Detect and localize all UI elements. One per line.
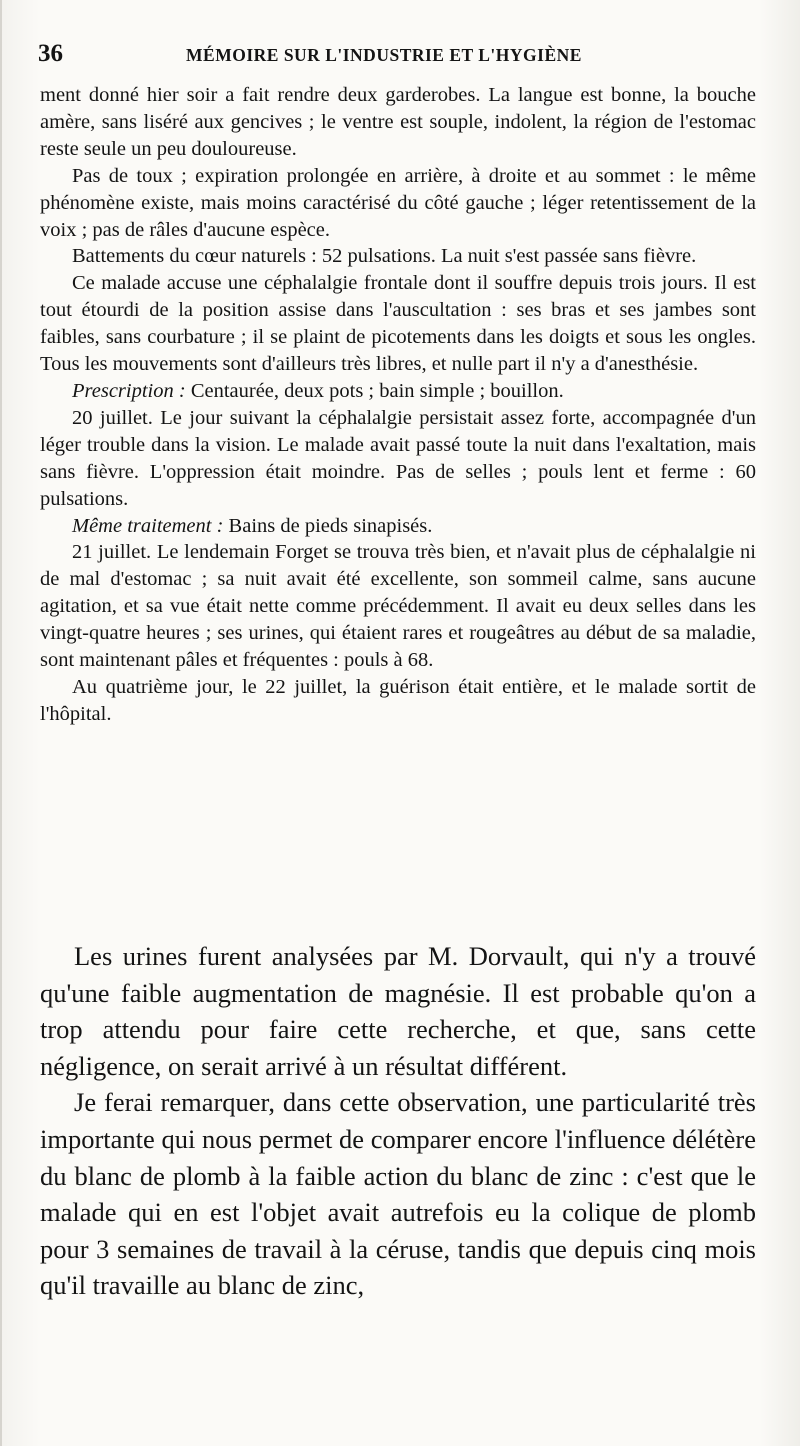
page-header (38, 40, 762, 70)
paragraph: Les urines furent analysées par M. Dorvault, qui n'y a trouvé qu'une faible augmentation de magnésie. Il est probable qu'on a trop attendu pour faire cette recherche, et que, sans cette négligence, on serait arrivé à un résultat différent. (40, 941, 756, 1081)
commentary (40, 938, 756, 1304)
page-edge-shadow (0, 0, 2, 1446)
paragraph: ment donné hier soir a fait rendre deux garderobes. La langue est bonne, la bouche amère, sans liséré aux gencives ; le ventre est souple, indolent, la région de l'estomac reste seule un peu douloureuse. (40, 84, 756, 160)
paragraph: Battements du cœur naturels : 52 pulsations. La nuit s'est passée sans fièvre. (72, 245, 697, 268)
prescription-paragraph: Prescription : Centaurée, deux pots ; bain simple ; bouillon. (72, 379, 564, 402)
treatment-label: Même traitement : (72, 514, 224, 537)
paragraph: Je ferai remarquer, dans cette observation, une particularité très importante qui nous permet de comparer encore l'influence délétère du blanc de plomb à la faible action du blanc de zinc : c'est que le malade qui en est l'objet avait autrefois eu la colique de plomb pour 3 semaines de travail à la céruse, tandis que depuis cinq mois qu'il travaille au blanc de zinc, (40, 1087, 756, 1301)
paragraph: 21 juillet. Le lendemain Forget se trouva très bien, et n'avait plus de céphalalgie ni de mal d'estomac ; sa nuit avait été excellente, son sommeil calme, sans aucune agitation, et sa vue était nette comme précédemment. Il avait eu deux selles dans les vingt-quatre heures ; ses urines, qui étaient rares et rougeâtres au début de sa maladie, sont maintenant pâles et fréquentes : pouls à 68. (40, 541, 756, 672)
paragraph: Ce malade accuse une céphalalgie frontale dont il souffre depuis trois jours. Il est tout étourdi de la position assise dans l'auscultation : ses bras et ses jambes sont faibles, sans courbature ; il se plaint de picotements dans les doigts et sous les ongles. Tous les mouvements sont d'ailleurs très libres, et nulle part il n'y a d'anesthésie. (40, 272, 756, 376)
paragraph: 20 juillet. Le jour suivant la céphalalgie persistait assez forte, accompagnée d'un léger trouble dans la vision. Le malade avait passé toute la nuit dans l'exaltation, mais sans fièvre. L'oppression était moindre. Pas de selles ; pouls lent et ferme : 60 pulsations. (40, 406, 756, 510)
clinical-observation (40, 82, 756, 728)
treatment-paragraph: Même traitement : Bains de pieds sinapisés. (72, 514, 433, 537)
page-number: 36 (38, 40, 63, 67)
running-title: MÉMOIRE SUR L'INDUSTRIE ET L'HYGIÈNE (186, 45, 582, 65)
prescription-label: Prescription : (72, 379, 186, 402)
paragraph: Au quatrième jour, le 22 juillet, la guérison était entière, et le malade sortit de l'hôpital. (40, 675, 756, 725)
paragraph: Pas de toux ; expiration prolongée en arrière, à droite et au sommet : le même phénomène existe, mais moins caractérisé du côté gauche ; léger retentissement de la voix ; pas de râles d'aucune espèce. (40, 164, 756, 241)
